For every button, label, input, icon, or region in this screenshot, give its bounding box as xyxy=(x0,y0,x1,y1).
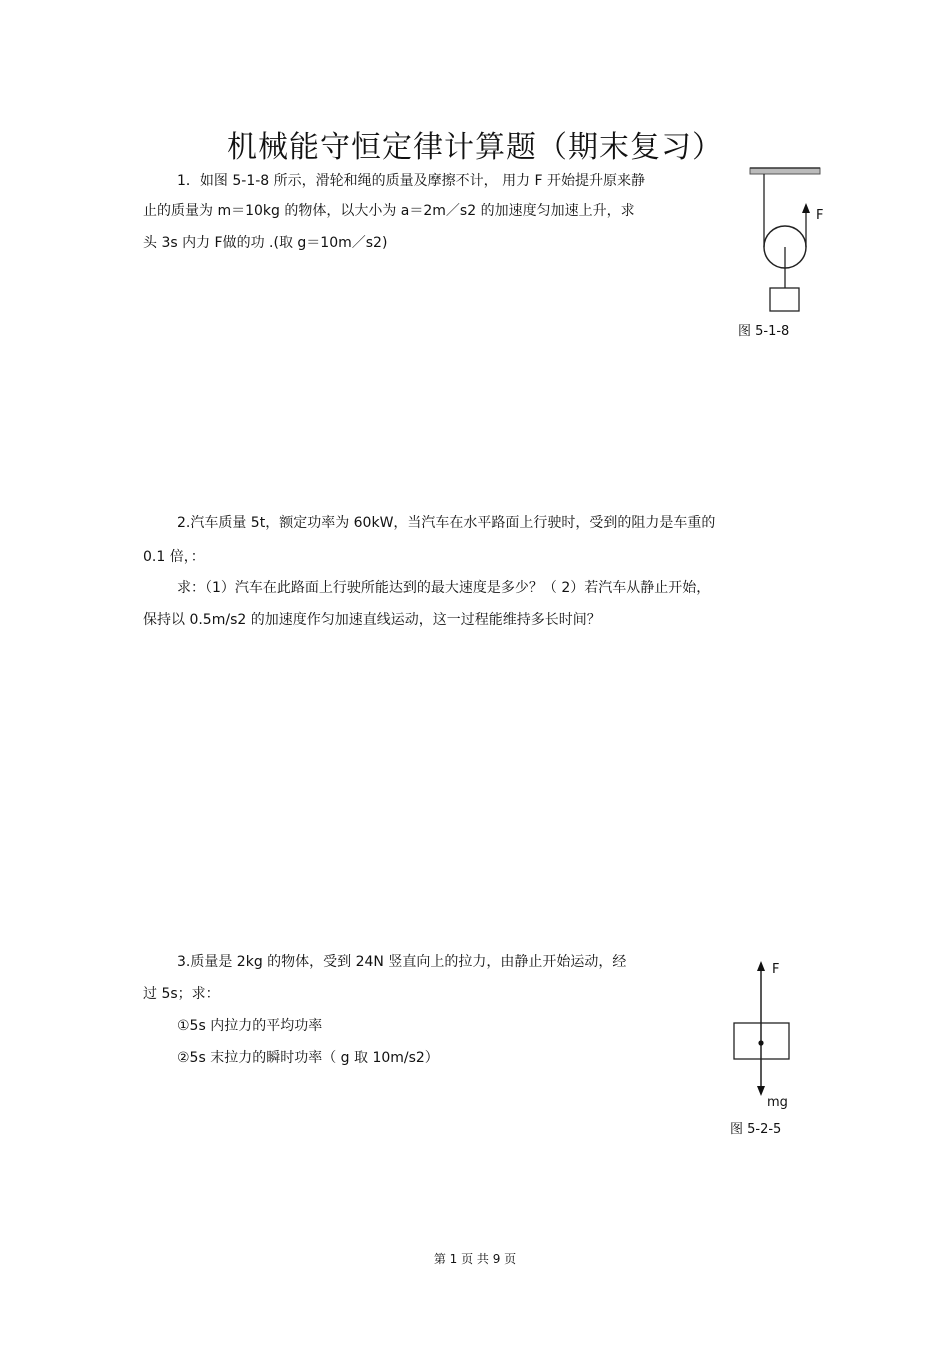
problem1-line-3: 头 3s 内力 F做的功 .(取 g＝10m／s2) xyxy=(143,235,388,251)
center-dot xyxy=(758,1040,763,1045)
problem2-line-4: 保持以 0.5m/s2 的加速度作匀加速直线运动，这一过程能维持多长时间？ xyxy=(143,612,601,628)
ceiling-support xyxy=(750,168,820,174)
problem1-line-2: 止的质量为 m＝10kg 的物体，以大小为 a＝2m／s2 的加速度匀加速上升，求 xyxy=(143,203,635,219)
problem3-line-3: ①5s 内拉力的平均功率 xyxy=(177,1018,323,1034)
block xyxy=(770,288,799,311)
force-label: F xyxy=(816,208,824,223)
force-arrow-icon xyxy=(802,203,810,213)
problem3-line-1: 3.质量是 2kg 的物体，受到 24N 竖直向上的拉力，由静止开始运动，经 xyxy=(177,954,627,970)
force-label: F xyxy=(772,962,780,977)
pulley-figure xyxy=(740,165,840,345)
down-arrow-icon xyxy=(757,1086,765,1096)
force-diagram-figure xyxy=(725,955,825,1115)
problem2-line-1: 2.汽车质量 5t，额定功率为 60kW，当汽车在水平路面上行驶时，受到的阻力是车重的 xyxy=(177,515,716,531)
problem1-line-1: 1．如图 5-1-8 所示，滑轮和绳的质量及摩擦不计， 用力 F 开始提升原来静 xyxy=(177,173,646,189)
page-footer: 第 1 页 共 9 页 xyxy=(433,1252,517,1266)
problem3-line-2: 过 5s；求： xyxy=(143,986,220,1002)
figure2-caption: 图 5-2-5 xyxy=(730,1122,782,1137)
weight-label: mg xyxy=(767,1095,788,1110)
problem3-line-4: ②5s 末拉力的瞬时功率（ g 取 10m/s2） xyxy=(177,1050,439,1066)
problem2-line-2: 0.1 倍，： xyxy=(143,549,205,565)
up-arrow-icon xyxy=(757,961,765,971)
figure1-caption: 图 5-1-8 xyxy=(738,324,790,339)
problem2-line-3: 求：（1）汽车在此路面上行驶所能达到的最大速度是多少？（ 2）若汽车从静止开始， xyxy=(177,580,711,596)
page-title: 机械能守恒定律计算题（期末复习） xyxy=(227,130,723,165)
